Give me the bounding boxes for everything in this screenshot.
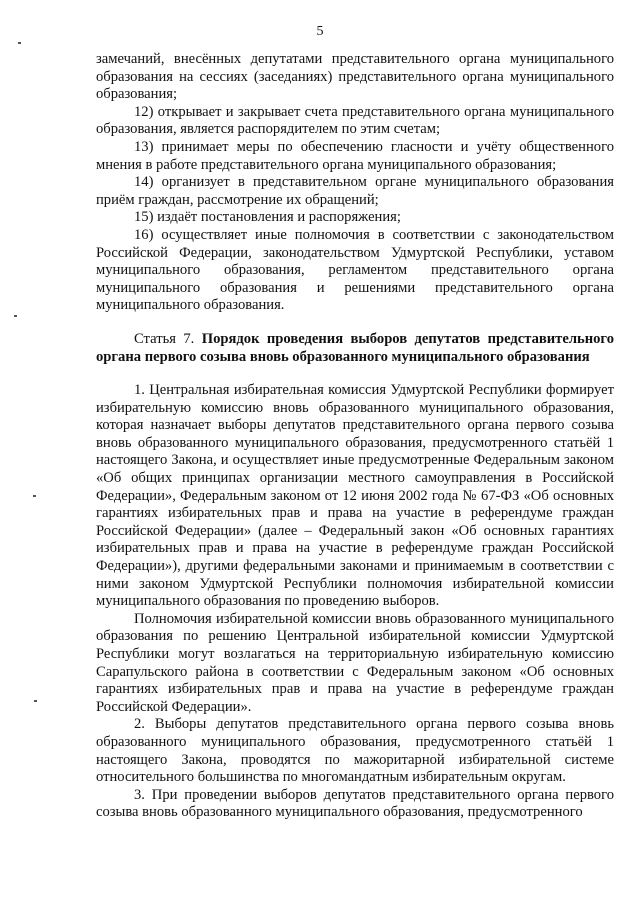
continuation-paragraph: замечаний, внесённых депутатами представительного органа муниципального образования на сессиях (заседаниях) представительного органа муниципального образования; (96, 51, 614, 103)
list-item-14: 14) организует в представительном органе муниципального образования приём граждан, рассмотрение их обращений; (96, 174, 614, 208)
article-heading (96, 331, 614, 366)
paragraph-2: 2. Выборы депутатов представительного органа первого созыва вновь образованного муниципального образования, предусмотренного статьёй 1 настоящего Закона, проводятся по мажоритарной избирательной системе относительного большинства по многомандатным избирательным округам. (96, 716, 614, 786)
paragraph-3: 3. При проведении выборов депутатов представительного органа первого созыва вновь образованного муниципального образования, предусмотренного (96, 786, 614, 821)
article-title: Порядок проведения выборов депутатов представительного органа первого созыва вновь образованного муниципального образования (96, 330, 614, 365)
paragraph-1: 1. Центральная избирательная комиссия Удмуртской Республики формирует избирательную комиссию вновь образованного муниципального образования, которая назначает выборы депутатов представительного органа первого созыва вновь образованного муниципального образования, предусмотренного статьёй 1 настоящего Закона, и осуществляет иные предусмотренные Федеральным законом «Об общих принципах организации местного самоуправления в Российской Федерации», Федеральным законом от 12 июня 2002 года № 67-ФЗ «Об основных гарантиях избирательных прав и права на участие в референдуме граждан Российской Федерации» (далее – Федеральный закон «Об основных гарантиях избирательных прав и права на участие в референдуме граждан Российской Федерации»), другими федеральными законами и принимаемым в соответствии с ними законом Удмуртской Республики полномочия избирательной комиссии муниципального образования по проведению выборов. (96, 382, 614, 610)
scan-mark (18, 42, 21, 44)
scan-mark (14, 315, 17, 317)
page-number: 5 (316, 24, 324, 39)
list-item-12: 12) открывает и закрывает счета представительного органа муниципального образования, является распорядителем по этим счетам; (96, 103, 614, 138)
list-item-16: 16) осуществляет иные полномочия в соответствии с законодательством Российской Федерации, законодательством Удмуртской Республики, уставом муниципального образования, регламентом представительного органа муниципального образования и решениями представительного органа муниципального образования. (96, 226, 614, 314)
list-item-13: 13) принимает меры по обеспечению гласности и учёту общественного мнения в работе представительного органа муниципального образования; (96, 138, 614, 173)
list-item-15: 15) издаёт постановления и распоряжения; (134, 209, 401, 226)
paragraph-1-continued: Полномочия избирательной комиссии вновь образованного муниципального образования по решению Центральной избирательной комиссии Удмуртской Республики могут возлагаться на территориальную избирательную комиссию Сарапульского района в соответствии с Федеральным законом «Об основных гарантиях избирательных прав и права на участие в референдуме граждан Российской Федерации». (96, 610, 614, 715)
article-label: Статья 7. (134, 330, 195, 347)
document-body (96, 51, 614, 822)
scan-mark (34, 700, 37, 702)
scan-mark (33, 495, 36, 497)
